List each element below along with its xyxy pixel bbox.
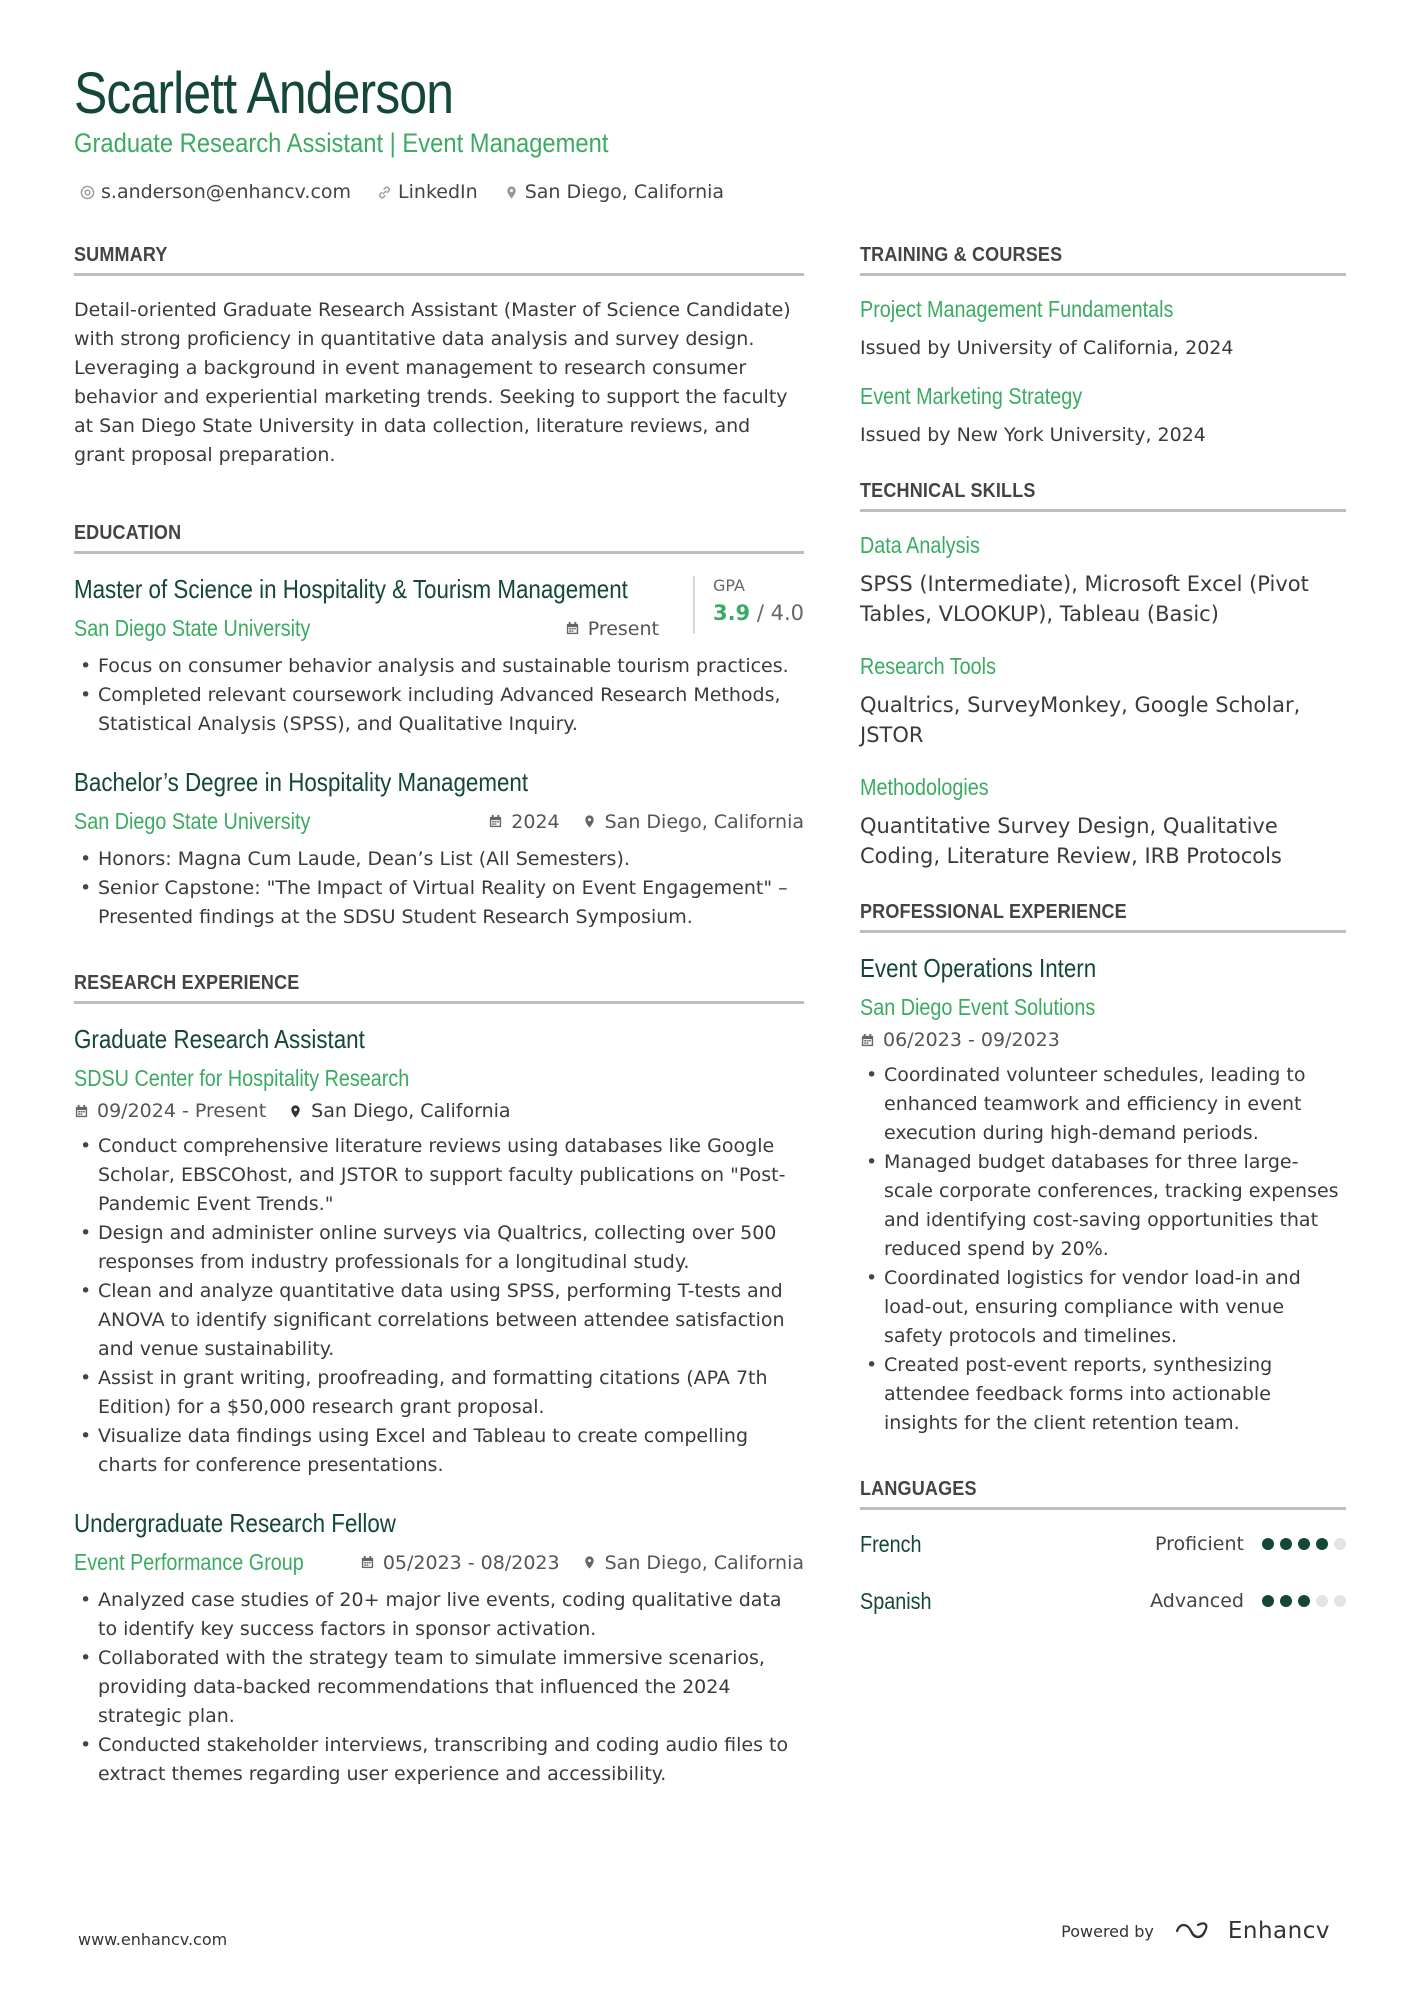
summary-text: Detail-oriented Graduate Research Assistant (Master of Science Candidate) with strong proficiency in quantitative data analysis and survey design. Leveraging a background in event management to research consumer behavior and experiential marketing trends. Seeking to support the faculty at San Diego State University in data collection, literature reviews, and grant proposal preparation. xyxy=(74,299,791,466)
location-pin-icon xyxy=(288,1104,303,1119)
education-entry xyxy=(74,574,804,739)
research-entry xyxy=(74,1024,804,1480)
contact-linkedin[interactable] xyxy=(377,181,478,203)
skill-group-text: Quantitative Survey Design, Qualitative Coding, Literature Review, IRB Protocols xyxy=(860,814,1282,868)
list-item: • Design and administer online surveys via Qualtrics, collecting over 500 responses from industry professionals for a longitudinal study. xyxy=(74,1219,804,1277)
candidate-name: Scarlett Anderson xyxy=(74,61,454,126)
research-date: 09/2024 - Present xyxy=(74,1100,266,1122)
list-item: • Completed relevant coursework including Advanced Research Methods, Statistical Analysis (SPSS), and Qualitative Inquiry. xyxy=(74,681,804,739)
contact-location xyxy=(504,181,724,203)
list-item: • Collaborated with the strategy team to simulate immersive scenarios, providing data-backed recommendations that influenced the 2024 strategic plan. xyxy=(74,1644,804,1731)
language-level: Advanced xyxy=(1150,1590,1244,1612)
location-pin-icon xyxy=(582,814,597,829)
link-icon xyxy=(377,185,392,200)
language-row xyxy=(860,1516,1346,1573)
course-item xyxy=(860,296,1346,363)
professional-title: PROFESSIONAL EXPERIENCE xyxy=(860,901,1346,933)
list-item: • Assist in grant writing, proofreading, and formatting citations (APA 7th Edition) for a $50,000 research grant proposal. xyxy=(74,1364,804,1422)
role-title: Event Operations Intern xyxy=(860,953,1097,983)
skill-group-name: Data Analysis xyxy=(860,532,980,558)
rating-dot xyxy=(1334,1595,1346,1607)
rating-dot xyxy=(1262,1595,1274,1607)
calendar-icon xyxy=(360,1555,375,1570)
location-pin-icon xyxy=(582,1555,597,1570)
list-item: • Honors: Magna Cum Laude, Dean’s List (All Semesters). xyxy=(74,845,804,874)
brand-name: Enhancv xyxy=(1227,1918,1330,1944)
skills-section xyxy=(860,480,1346,871)
research-location: San Diego, California xyxy=(582,1552,804,1574)
list-item: • Conducted stakeholder interviews, transcribing and coding audio files to extract themes regarding user experience and accessibility. xyxy=(74,1731,804,1789)
training-title: TRAINING & COURSES xyxy=(860,244,1346,276)
list-item: • Created post-event reports, synthesizing attendee feedback forms into actionable insights for the client retention team. xyxy=(860,1351,1346,1438)
rating-dot xyxy=(1262,1538,1274,1550)
enhancv-logo-icon xyxy=(1174,1919,1220,1943)
education-date: 2024 xyxy=(488,811,559,833)
calendar-icon xyxy=(860,1033,875,1048)
gpa-label: GPA xyxy=(712,576,745,595)
calendar-icon xyxy=(74,1104,89,1119)
training-section xyxy=(860,244,1346,450)
skill-group-name: Research Tools xyxy=(860,653,996,679)
left-column xyxy=(74,244,804,1811)
language-name: French xyxy=(860,1530,922,1557)
list-item: • Analyzed case studies of 20+ major live events, coding qualitative data to identify key success factors in sponsor activation. xyxy=(74,1586,804,1644)
calendar-icon xyxy=(565,621,580,636)
course-name: Project Management Fundamentals xyxy=(860,296,1174,322)
school-name: San Diego State University xyxy=(74,808,311,834)
location-pin-icon xyxy=(504,185,519,200)
list-item: • Coordinated volunteer schedules, leading to enhanced teamwork and efficiency in event execution during high-demand periods. xyxy=(860,1061,1346,1148)
course-issuer: Issued by University of California, 2024 xyxy=(860,337,1234,359)
research-location: San Diego, California xyxy=(288,1100,510,1122)
course-name: Event Marketing Strategy xyxy=(860,383,1083,409)
research-bullets xyxy=(74,1586,804,1789)
email-text: s.anderson@enhancv.com xyxy=(101,181,352,203)
professional-section xyxy=(860,901,1346,1438)
skills-title: TECHNICAL SKILLS xyxy=(860,480,1346,512)
degree-title: Master of Science in Hospitality & Tourism Management xyxy=(74,574,628,604)
location-text: San Diego, California xyxy=(524,181,725,203)
research-meta xyxy=(360,1552,804,1574)
education-bullets xyxy=(74,652,804,739)
rating-dot xyxy=(1316,1538,1328,1550)
rating-dot xyxy=(1316,1595,1328,1607)
rating-dot xyxy=(1280,1538,1292,1550)
role-title: Undergraduate Research Fellow xyxy=(74,1508,396,1538)
list-item: • Coordinated logistics for vendor load-in and load-out, ensuring compliance with venue safety protocols and timelines. xyxy=(860,1264,1346,1351)
education-entry xyxy=(74,767,804,932)
org-name: Event Performance Group xyxy=(74,1549,304,1575)
list-item: • Conduct comprehensive literature reviews using databases like Google Scholar, EBSCOhost, and JSTOR to support faculty publications on "Post-Pandemic Event Trends." xyxy=(74,1132,804,1219)
education-meta xyxy=(488,811,804,833)
rating-dot xyxy=(1280,1595,1292,1607)
rating-dot xyxy=(1298,1538,1310,1550)
education-section xyxy=(74,522,804,932)
right-column xyxy=(860,244,1346,1630)
skill-group-text: SPSS (Intermediate), Microsoft Excel (Pivot Tables, VLOOKUP), Tableau (Basic) xyxy=(860,572,1309,626)
role-title: Graduate Research Assistant xyxy=(74,1024,365,1054)
professional-bullets xyxy=(860,1061,1346,1438)
gpa-value: 3.9 / 4.0 xyxy=(712,601,804,625)
skill-group xyxy=(860,653,1346,750)
course-issuer: Issued by New York University, 2024 xyxy=(860,424,1206,446)
contact-bar xyxy=(80,181,724,203)
skill-group-text: Qualtrics, SurveyMonkey, Google Scholar, JSTOR xyxy=(860,693,1301,747)
education-meta xyxy=(565,618,659,640)
powered-by-text: Powered by xyxy=(1061,1921,1154,1941)
research-date: 05/2023 - 08/2023 xyxy=(360,1552,560,1574)
education-title: EDUCATION xyxy=(74,522,804,554)
language-level: Proficient xyxy=(1154,1533,1244,1555)
org-name: SDSU Center for Hospitality Research xyxy=(74,1065,410,1091)
professional-entry xyxy=(860,953,1346,1438)
contact-email[interactable] xyxy=(80,181,351,203)
footer-website[interactable]: www.enhancv.com xyxy=(78,1930,228,1949)
calendar-icon xyxy=(488,814,503,829)
at-icon xyxy=(80,185,95,200)
research-bullets xyxy=(74,1132,804,1480)
list-item: • Managed budget databases for three large-scale corporate conferences, tracking expenses and identifying cost-saving opportunities that reduced spend by 20%. xyxy=(860,1148,1346,1264)
enhancv-logo[interactable] xyxy=(1174,1918,1330,1944)
degree-title: Bachelor’s Degree in Hospitality Management xyxy=(74,767,529,797)
skill-group xyxy=(860,774,1346,871)
language-row xyxy=(860,1573,1346,1630)
professional-date: 06/2023 - 09/2023 xyxy=(860,1029,1060,1051)
language-rating xyxy=(1262,1538,1346,1550)
gpa-box xyxy=(693,576,804,634)
professional-meta xyxy=(860,1029,1346,1051)
research-title: RESEARCH EXPERIENCE xyxy=(74,972,804,1004)
research-section xyxy=(74,972,804,1789)
list-item: • Senior Capstone: "The Impact of Virtual Reality on Event Engagement" – Presented findings at the SDSU Student Research Symposium. xyxy=(74,874,804,932)
skill-group xyxy=(860,532,1346,629)
languages-title: LANGUAGES xyxy=(860,1478,1346,1510)
skill-group-name: Methodologies xyxy=(860,774,989,800)
footer-branding xyxy=(1061,1918,1330,1944)
research-entry xyxy=(74,1508,804,1789)
summary-title: SUMMARY xyxy=(74,244,804,276)
school-name: San Diego State University xyxy=(74,615,311,641)
rating-dot xyxy=(1334,1538,1346,1550)
education-location: San Diego, California xyxy=(582,811,804,833)
list-item: • Visualize data findings using Excel and Tableau to create compelling charts for conference presentations. xyxy=(74,1422,804,1480)
research-meta xyxy=(74,1100,804,1122)
rating-dot xyxy=(1298,1595,1310,1607)
language-rating xyxy=(1262,1595,1346,1607)
org-name: San Diego Event Solutions xyxy=(860,994,1096,1020)
candidate-headline: Graduate Research Assistant | Event Management xyxy=(74,128,609,158)
education-bullets xyxy=(74,845,804,932)
language-name: Spanish xyxy=(860,1587,932,1614)
linkedin-text: LinkedIn xyxy=(398,181,478,203)
course-item xyxy=(860,383,1346,450)
list-item: • Focus on consumer behavior analysis and sustainable tourism practices. xyxy=(74,652,804,681)
languages-section xyxy=(860,1478,1346,1630)
summary-section xyxy=(74,244,804,470)
list-item: • Clean and analyze quantitative data using SPSS, performing T-tests and ANOVA to identify significant correlations between attendee satisfaction and venue sustainability. xyxy=(74,1277,804,1364)
education-date: Present xyxy=(565,618,659,640)
